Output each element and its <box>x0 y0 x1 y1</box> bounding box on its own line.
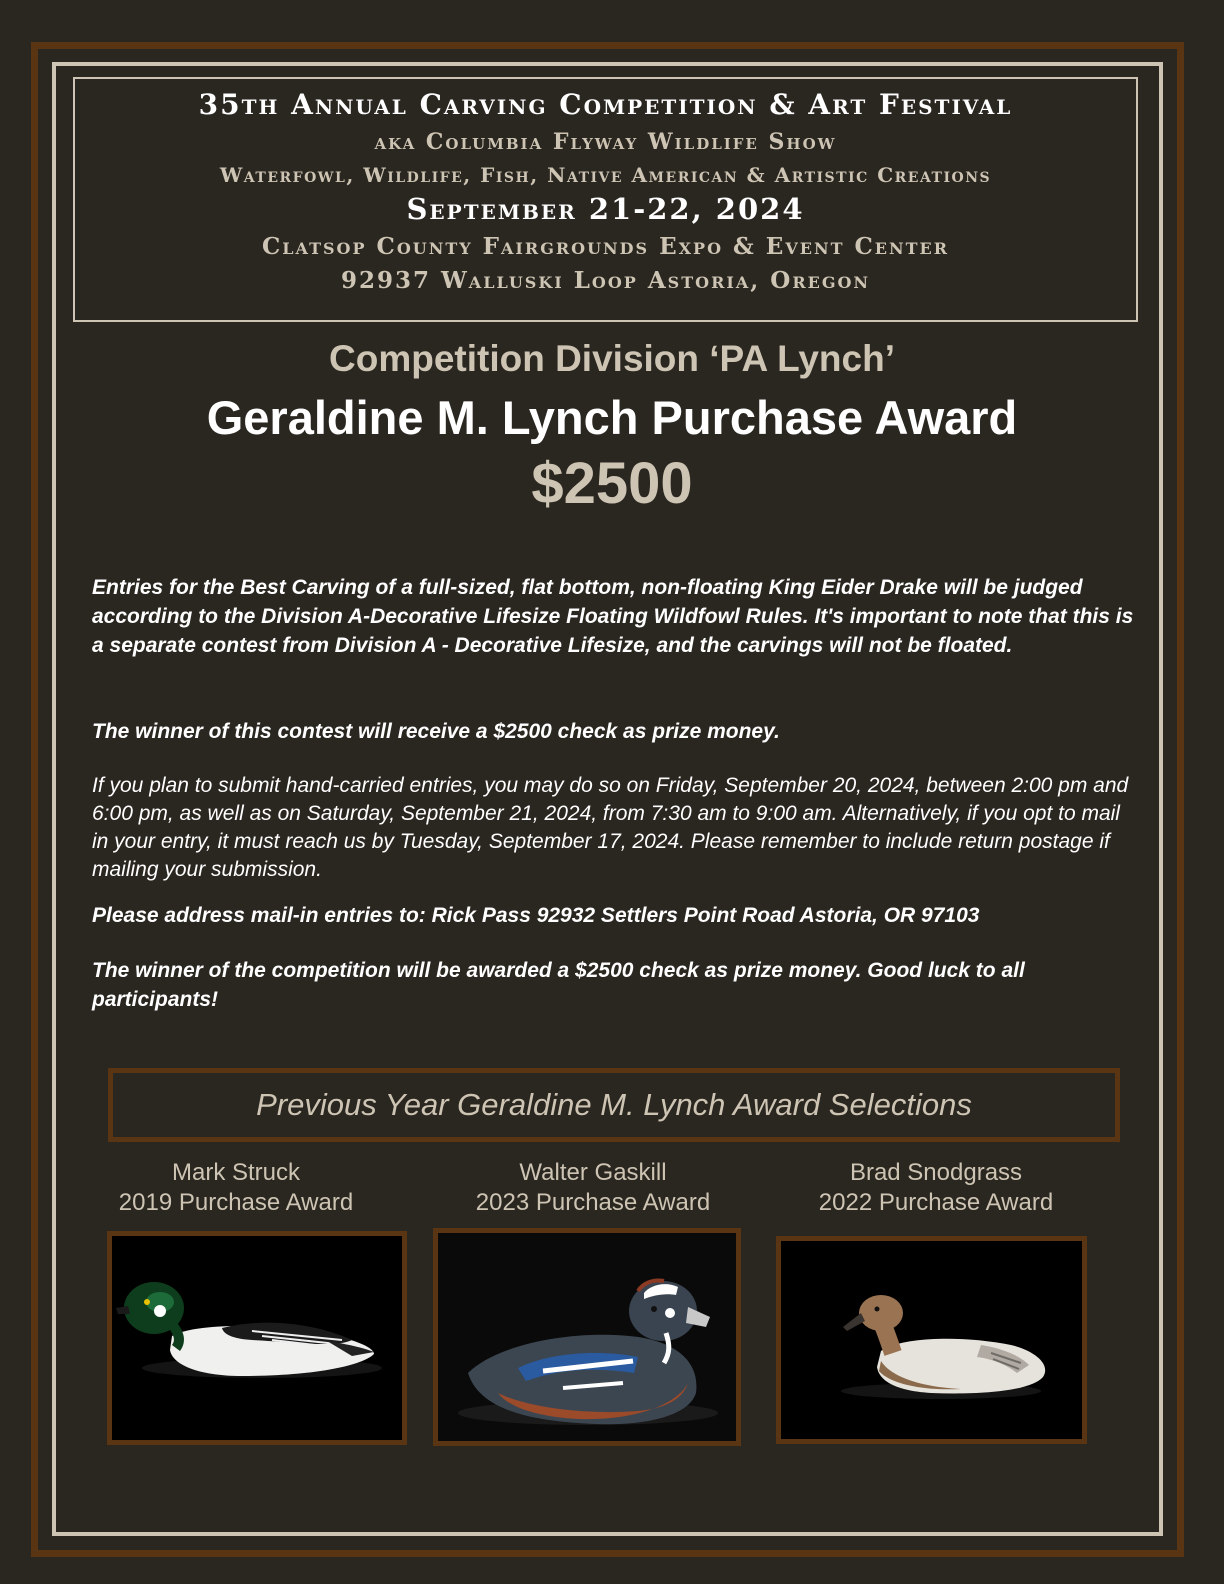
winner-name: Mark Struck <box>171 1159 300 1186</box>
event-dates: September 21-22, 2024 <box>406 192 805 226</box>
winner-name: Walter Gaskill <box>519 1159 667 1186</box>
event-venue: Clatsop County Fairgrounds Expo & Event Center <box>261 233 950 260</box>
previous-selections-heading: Previous Year Geraldine M. Lynch Award Selections <box>108 1068 1120 1142</box>
event-title: 35th Annual Carving Competition & Art Festival <box>198 88 1013 121</box>
winner-caption <box>443 1158 743 1218</box>
prize-paragraph: The winner of this contest will receive a $2500 check as prize money. <box>92 720 780 743</box>
winner-award: 2022 Purchase Award <box>818 1189 1054 1216</box>
winner-name: Brad Snodgrass <box>849 1159 1023 1186</box>
closing-paragraph: The winner of the competition will be awarded a $2500 check as prize money. Good luck to all participants! <box>92 959 1025 1011</box>
event-categories: Waterfowl, Wildlife, Fish, Native American & Artistic Creations <box>219 163 992 187</box>
event-address: 92937 Walluski Loop Astoria, Oregon <box>340 267 871 294</box>
event-aka: aka Columbia Flyway Wildlife Show <box>374 129 837 155</box>
winner-caption <box>786 1158 1086 1218</box>
rules-paragraph: Entries for the Best Carving of a full-sized, flat bottom, non-floating King Eider Drake will be judged according to the Division A-Decorative Lifesize Floating Wildfowl Rules. It's important to note that this is a separate contest from Division A - Decorative Lifesize, and the carvings will not be floated. <box>92 576 1134 657</box>
harlequin-carving-photo <box>433 1228 741 1446</box>
goldeneye-carving-photo <box>107 1231 407 1445</box>
event-header <box>73 77 1138 322</box>
division-heading: Competition Division ‘PA Lynch’ <box>329 338 895 379</box>
winner-caption <box>86 1158 386 1218</box>
award-amount: $2500 <box>531 451 693 516</box>
dropoff-paragraph: If you plan to submit hand-carried entries, you may do so on Friday, September 20, 2024, between 2:00 pm and 6:00 pm, as well as on Saturday, September 21, 2024, from 7:30 am to 9:00 am. Alternatively, if you opt to mail in your entry, it must reach us by Tuesday, September 17, 2024. Please remember to include return postage if mailing your submission. <box>92 774 1129 881</box>
mailing-address-paragraph: Please address mail-in entries to: Rick Pass 92932 Settlers Point Road Astoria, OR 97103 <box>92 904 980 927</box>
winner-award: 2019 Purchase Award <box>118 1189 354 1216</box>
award-title: Geraldine M. Lynch Purchase Award <box>206 391 1018 444</box>
canvasback-carving-photo <box>776 1236 1087 1444</box>
winner-award: 2023 Purchase Award <box>475 1189 711 1216</box>
